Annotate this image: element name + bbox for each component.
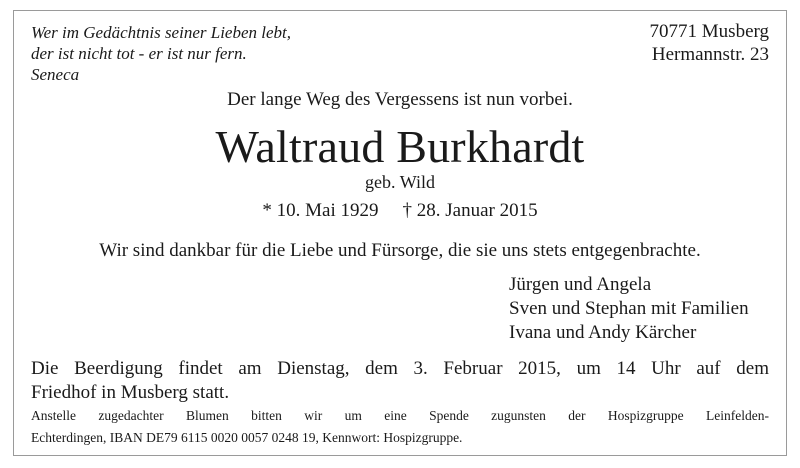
donation-note: [31, 405, 769, 449]
epigraph-quote: [31, 22, 291, 85]
quote-line: der ist nicht tot - er ist nur fern.: [31, 44, 247, 63]
donation-line: Echterdingen, IBAN DE79 6115 0020 0057 0248 19, Kennwort: Hospizgruppe.: [31, 430, 463, 445]
mourner-entry: Sven und Stephan mit Familien: [509, 298, 749, 319]
mourners-list: [509, 273, 749, 345]
funeral-line: Friedhof in Musberg statt.: [31, 382, 230, 403]
mourner-entry: Jürgen und Angela: [509, 274, 652, 295]
motto: Der lange Weg des Vergessens ist nun vorbei.: [227, 89, 573, 110]
funeral-info: [31, 357, 769, 405]
thanks-statement: Wir sind dankbar für die Liebe und Fürsorge, die sie uns stets entgegenbrachte.: [99, 240, 701, 261]
address-city: 70771 Musberg: [649, 21, 769, 42]
deceased-name: Waltraud Burkhardt: [215, 121, 585, 172]
funeral-line: Die Beerdigung findet am Dienstag, dem 3. Februar 2015, um 14 Uhr auf dem: [31, 358, 769, 379]
donation-line: Anstelle zugedachter Blumen bitten wir um eine Spende zugunsten der Hospizgruppe Leinfelden-: [31, 408, 769, 423]
quote-author: Seneca: [31, 65, 80, 84]
address-street: Hermannstr. 23: [651, 44, 769, 65]
life-dates: [0, 200, 800, 222]
quote-line: Wer im Gedächtnis seiner Lieben lebt,: [31, 23, 291, 42]
address-block: [650, 20, 769, 66]
mourner-entry: Ivana und Andy Kärcher: [509, 322, 697, 343]
birth-date: * 10. Mai 1929: [262, 200, 379, 221]
maiden-name: geb. Wild: [365, 172, 435, 192]
death-date: † 28. Januar 2015: [402, 200, 538, 221]
